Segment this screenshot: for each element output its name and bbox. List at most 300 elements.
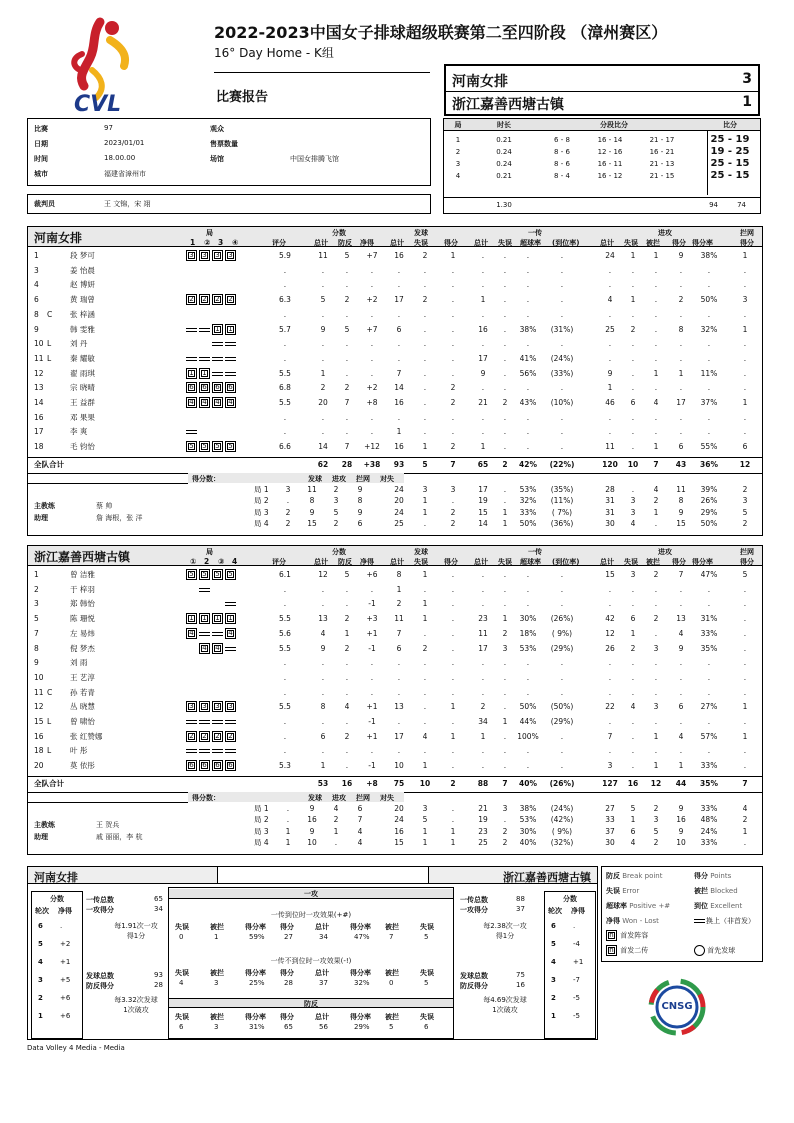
legend-sub: 换上（非首发） — [706, 917, 755, 925]
stat-spts: 2 — [450, 383, 456, 393]
stat-rpos: 41% — [519, 353, 537, 363]
stat-spts: . — [451, 599, 455, 609]
away-rec-pts-label: 一攻得分 — [460, 906, 488, 914]
stat-spts: . — [451, 427, 455, 437]
points-col: 对失 — [380, 793, 394, 802]
stat-rexc: . — [560, 584, 564, 594]
sub-marker-icon — [212, 372, 223, 376]
sideout-title: 一攻 — [169, 889, 453, 899]
set-points: . — [286, 803, 290, 813]
stat-rpos: 100% — [517, 731, 539, 741]
date-label: 日期 — [34, 140, 48, 148]
starter-marker-icon — [212, 701, 223, 712]
sideout-val: 47% — [354, 933, 370, 941]
stat-pwl: . — [370, 412, 374, 422]
starter-marker-icon — [186, 569, 197, 580]
stat-pwl: +8 — [366, 398, 378, 407]
sideout-val: 5 — [389, 1023, 394, 1031]
legend-exc-en: Excellent — [710, 902, 743, 910]
starter-marker-icon — [212, 731, 223, 742]
stat-apct: 50% — [700, 519, 718, 529]
player-rating: . — [283, 427, 287, 437]
legend-pts-en: Points — [710, 872, 732, 880]
set-cell: 3 — [455, 160, 461, 168]
set-points: . — [286, 815, 290, 825]
player-name: 孙 若青 — [70, 687, 95, 697]
stat-rexc: (24%) — [550, 353, 574, 363]
stat-apct: 33% — [700, 628, 718, 638]
stat-serr: . — [423, 412, 427, 422]
stat-blk: . — [743, 427, 747, 437]
stat-aerr: . — [631, 265, 635, 275]
stat-pwl: . — [370, 368, 374, 378]
sideout-hdr: 失误 — [420, 1013, 434, 1021]
stat-atot: . — [608, 339, 612, 349]
stat-rtot: . — [481, 599, 485, 609]
sub-marker-icon — [225, 647, 236, 651]
home-rec-total-label: 一传总数 — [86, 896, 114, 904]
rpos-label: 超球率 — [520, 239, 541, 247]
recep-label: 一传 — [528, 548, 542, 556]
team-total-row — [28, 777, 764, 791]
player-rating: . — [283, 746, 287, 756]
legend-wl: 净得 — [606, 917, 620, 925]
stat-rtot: . — [481, 761, 485, 771]
stat-rpos: . — [526, 265, 530, 275]
stat-rerr: . — [503, 427, 507, 437]
stat-stot: 75 — [393, 778, 405, 788]
player-number: 16 — [34, 731, 44, 741]
summary-away-name: 浙江嘉善西塘古镇 — [503, 871, 591, 884]
stat-apts: . — [679, 717, 683, 726]
stat-aerr: 6 — [630, 826, 636, 836]
starter-marker-icon — [186, 441, 197, 452]
stat-stot: 15 — [394, 838, 404, 848]
start-position: 5 — [215, 570, 220, 578]
wl-label: 净得 — [360, 239, 374, 247]
rotation-number: 3 — [551, 976, 556, 984]
stat-pbp: 2 — [344, 731, 350, 741]
player-row — [28, 367, 764, 381]
set-final-score: 25 - 19 — [710, 134, 750, 145]
stat-stot: . — [397, 658, 401, 668]
stat-rtot: 14 — [478, 519, 488, 529]
stat-pbp: . — [345, 427, 349, 437]
venue: 中国女排腾飞馆 — [290, 155, 339, 163]
starter-marker-icon — [225, 613, 236, 624]
set-points: 9 — [309, 826, 315, 836]
player-name: 赵 博妍 — [70, 280, 95, 290]
stat-spts: . — [451, 717, 455, 726]
starter-marker-icon — [199, 613, 210, 624]
referee-label: 裁判员 — [34, 200, 55, 208]
stat-blk: . — [743, 599, 747, 609]
start-position: 6 — [202, 761, 207, 770]
home-rec-note2: 得1分 — [126, 932, 146, 940]
stat-rpos: 38% — [519, 324, 537, 334]
stat-atot: 127 — [602, 778, 618, 788]
stat-rpos: 32% — [519, 496, 537, 506]
stat-spts: . — [451, 309, 455, 319]
sideout-val: 1 — [214, 933, 219, 941]
stat-apct: 38% — [700, 251, 718, 260]
sideout-val: 7 — [389, 933, 394, 941]
points-by-label: 得分数： — [192, 793, 220, 802]
starter-marker-icon — [199, 250, 210, 261]
home-srv-pts: 28 — [154, 981, 163, 989]
stat-rexc: . — [560, 427, 564, 437]
sets-label: 局 — [206, 229, 213, 237]
player-rating: 5.3 — [279, 761, 291, 771]
stat-rexc: (22%) — [549, 459, 575, 469]
stat-apts: . — [679, 687, 683, 697]
stat-apts: . — [679, 599, 683, 609]
stat-pwl: +3 — [366, 614, 378, 624]
set-points: 2 — [333, 519, 339, 529]
stat-rerr: . — [503, 383, 507, 393]
stat-stot: . — [397, 687, 401, 697]
stat-pwl: +12 — [364, 442, 380, 452]
start-position: 1 — [202, 368, 207, 377]
rotation-number: 6 — [38, 922, 43, 930]
starter-marker-icon — [186, 294, 197, 305]
divider — [28, 483, 188, 484]
player-rating: 6.1 — [279, 570, 291, 579]
stat-rtot: . — [481, 280, 485, 290]
stat-ablk: 3 — [653, 643, 659, 653]
stat-pbp: . — [345, 368, 349, 378]
stat-ablk: . — [654, 324, 658, 334]
start-position: 5 — [228, 442, 233, 451]
set-num: 1 — [190, 238, 196, 247]
stat-serr: 10 — [419, 778, 431, 788]
start-position: 2 — [228, 731, 233, 740]
sideout-val: 56 — [319, 1023, 328, 1031]
stat-pbp: . — [345, 687, 349, 697]
points-label: 分数 — [332, 229, 346, 237]
stat-atot: 3 — [607, 761, 613, 771]
set-points: 4 — [357, 826, 363, 836]
stat-rtot: . — [481, 687, 485, 697]
sideout-val: 5 — [424, 933, 429, 941]
player-name: 陈 珊悦 — [70, 614, 95, 624]
stat-rtot: 1 — [480, 442, 486, 452]
stat-ablk: 1 — [653, 442, 659, 452]
stat-rtot: 16 — [478, 324, 488, 334]
stat-ablk: . — [654, 628, 658, 638]
starter-marker-icon — [186, 760, 197, 771]
band — [188, 473, 404, 483]
set-num: 4 — [232, 557, 238, 566]
stat-ablk: 2 — [653, 496, 659, 506]
away-srv-pts: 16 — [516, 981, 525, 989]
home-rot-h2: 净得 — [58, 907, 72, 915]
sideout-hdr: 失误 — [420, 923, 434, 931]
stat-rtot: . — [481, 427, 485, 437]
city-label: 城市 — [34, 170, 48, 178]
stat-ablk: 2 — [653, 614, 659, 624]
starter-marker-icon — [212, 324, 223, 335]
stat-spts: . — [451, 815, 455, 825]
stat-atot: 31 — [605, 507, 615, 517]
stat-spts: . — [451, 746, 455, 756]
player-name: 邓 果果 — [70, 412, 95, 422]
sub-marker-icon — [212, 342, 223, 346]
player-rating: . — [283, 599, 287, 609]
stat-apct: 33% — [700, 838, 718, 848]
stat-apct: 55% — [700, 442, 718, 452]
stat-rerr: . — [503, 687, 507, 697]
stat-apts: . — [679, 412, 683, 422]
rating-label: 评分 — [272, 558, 286, 566]
stat-atot: 33 — [605, 815, 615, 825]
stat-ablk: 2 — [653, 838, 659, 848]
sub-marker-icon — [694, 919, 705, 923]
stat-apts: . — [679, 265, 683, 275]
stot-label: 总计 — [390, 239, 404, 247]
stat-serr: . — [423, 339, 427, 349]
footer-text: Data Volley 4 Media - Media — [27, 1044, 125, 1052]
starter-marker-icon — [199, 643, 210, 654]
stat-serr: 3 — [422, 803, 428, 813]
home-srv-total-label: 发球总数 — [86, 972, 114, 980]
sub-marker-icon — [212, 749, 223, 753]
rotation-number: 1 — [38, 1012, 43, 1020]
away-srv-total: 75 — [516, 971, 525, 979]
player-rating: . — [283, 412, 287, 422]
set-label: 局 3 — [254, 507, 269, 517]
starter-marker-icon — [225, 569, 236, 580]
stat-rerr: . — [503, 368, 507, 378]
starter-marker-icon — [212, 441, 223, 452]
stat-serr: . — [423, 383, 427, 393]
stat-ptot: . — [321, 672, 325, 682]
sideout-hdr: 失误 — [175, 923, 189, 931]
stat-pbp: 4 — [344, 702, 350, 712]
start-position: 6 — [189, 383, 194, 392]
stat-pwl: -1 — [368, 717, 376, 726]
starter-marker-icon — [212, 643, 223, 654]
player-rating: . — [283, 658, 287, 668]
player-row — [28, 308, 764, 322]
stat-rpos: . — [526, 339, 530, 349]
stat-rerr: . — [503, 484, 507, 494]
rotation-number: 5 — [551, 940, 556, 948]
stat-atot: 1 — [607, 383, 613, 393]
stat-ptot: . — [321, 658, 325, 668]
rotation-number: 1 — [551, 1012, 556, 1020]
stat-atot: . — [608, 672, 612, 682]
org-logo-text: CNSG — [661, 1001, 693, 1012]
player-name: 李 爽 — [70, 427, 88, 437]
stat-stot: 10 — [394, 761, 404, 771]
legend-starter: 首发阵容 — [620, 931, 649, 940]
legend-blk: 被拦 — [694, 887, 708, 895]
serve-label: 发球 — [414, 229, 428, 237]
stat-spts: . — [451, 570, 455, 579]
spts-label: 得分 — [444, 558, 458, 566]
player-number: 1 — [34, 570, 39, 579]
stat-rpos: 30% — [519, 826, 537, 836]
first-serve-icon — [694, 945, 705, 956]
stat-serr: 1 — [422, 761, 428, 771]
sideout-val: 32% — [354, 979, 370, 987]
set-cell: 8 - 6 — [554, 160, 570, 168]
stat-aerr: . — [631, 427, 635, 437]
set-num: 3 — [218, 238, 224, 247]
stat-apct: . — [707, 672, 711, 682]
stat-rpos: . — [526, 687, 530, 697]
player-rating: 5.5 — [279, 702, 291, 712]
stat-serr: 1 — [422, 442, 428, 452]
stat-ablk: 1 — [653, 731, 659, 741]
stat-blk: 2 — [742, 484, 748, 494]
stat-atot: 31 — [605, 496, 615, 506]
stat-ablk: 12 — [650, 778, 662, 788]
stat-pbp: 5 — [344, 570, 350, 579]
start-position: 2 — [189, 295, 194, 304]
player-rating: . — [283, 339, 287, 349]
stat-rpos: 43% — [519, 398, 537, 407]
player-number: 8 — [34, 643, 39, 653]
stat-rpos: 56% — [519, 368, 537, 378]
venue-label: 场馆 — [210, 155, 224, 163]
stat-aerr: 3 — [630, 570, 636, 579]
stat-apts: 9 — [678, 643, 684, 653]
rotation-net: -5 — [573, 994, 580, 1002]
stat-pwl: -1 — [368, 599, 376, 609]
stat-aerr: . — [631, 717, 635, 726]
stat-atot: 46 — [605, 398, 615, 407]
stat-pbp: 5 — [344, 324, 350, 334]
sub-marker-icon — [225, 720, 236, 724]
rotation-number: 2 — [551, 994, 556, 1002]
stat-ptot: 2 — [320, 383, 326, 393]
tot-label: 总计 — [314, 239, 328, 247]
stat-stot: . — [397, 746, 401, 756]
stat-aerr: 4 — [630, 838, 636, 848]
set-label: 局 2 — [254, 815, 269, 825]
start-position: 3 — [189, 251, 194, 259]
stat-apct: . — [707, 280, 711, 290]
player-row — [28, 411, 764, 425]
stat-aerr: 2 — [630, 643, 636, 653]
set-points: 9 — [309, 507, 315, 517]
player-row — [28, 425, 764, 439]
stat-ptot: . — [321, 687, 325, 697]
bp-label: 防反 — [338, 239, 352, 247]
stat-pbp: . — [345, 412, 349, 422]
stat-ablk: . — [654, 265, 658, 275]
set-points: 2 — [285, 507, 291, 517]
stat-apct: 35% — [700, 778, 718, 788]
sub-marker-icon — [199, 357, 210, 361]
stat-pbp: . — [345, 746, 349, 756]
player-number: 12 — [34, 368, 44, 378]
stat-ablk: . — [654, 427, 658, 437]
stat-apts: 13 — [676, 614, 686, 624]
start-position: 3 — [215, 251, 220, 259]
player-rating: 5.5 — [279, 614, 291, 624]
stat-rpos: . — [526, 761, 530, 771]
sideout-val: 29% — [354, 1023, 370, 1031]
set-points: 2 — [333, 484, 339, 494]
stat-ablk: 3 — [653, 815, 659, 825]
stat-pwl: . — [370, 265, 374, 275]
stat-blk: . — [743, 339, 747, 349]
stat-apct: 47% — [700, 570, 718, 579]
legend-first-serve: 首先发球 — [707, 946, 736, 955]
stat-aerr: . — [631, 584, 635, 594]
start-position: 3 — [228, 251, 233, 259]
stat-stot: . — [397, 265, 401, 275]
stat-aerr: . — [631, 442, 635, 452]
stat-ablk: . — [654, 519, 658, 529]
player-name: 叶 彤 — [70, 746, 88, 756]
stat-spts: 7 — [450, 459, 456, 469]
starter-marker-icon — [225, 628, 236, 639]
stat-rpos: 50% — [519, 702, 537, 712]
starter-marker-icon — [199, 569, 210, 580]
legend-box — [601, 866, 763, 962]
set-points: 9 — [309, 803, 315, 813]
player-number: 8 — [34, 309, 39, 319]
stat-atot: 30 — [605, 838, 615, 848]
legend-pos: 超球率 — [606, 902, 627, 910]
set-num: 2 — [204, 557, 210, 566]
stat-rerr: 2 — [502, 838, 508, 848]
start-position: 2 — [215, 731, 220, 740]
stat-rerr: . — [503, 339, 507, 349]
player-number: 20 — [34, 761, 44, 771]
stat-rexc: . — [560, 731, 564, 741]
stat-serr: . — [423, 398, 427, 407]
points-col: 进攻 — [332, 474, 346, 483]
spts-label: 得分 — [444, 239, 458, 247]
stat-pwl: . — [370, 339, 374, 349]
stat-atot: 30 — [605, 519, 615, 529]
set-header: 局 — [454, 121, 462, 129]
player-row — [28, 715, 764, 729]
player-role: L — [47, 746, 52, 756]
player-number: 10 — [34, 672, 44, 682]
player-row — [28, 293, 764, 307]
stat-apts: . — [679, 672, 683, 682]
stat-rtot: . — [481, 265, 485, 275]
stat-serr: . — [423, 519, 427, 529]
stat-rtot: . — [481, 746, 485, 756]
stat-pwl: . — [370, 353, 374, 363]
home-team-stats — [27, 226, 763, 536]
stat-apct: 33% — [700, 761, 718, 771]
stat-atot: 26 — [605, 643, 615, 653]
stat-rpos: . — [526, 599, 530, 609]
stat-apts: . — [679, 280, 683, 290]
stat-rtot: 19 — [478, 815, 488, 825]
start-position: 5 — [215, 442, 220, 451]
starter-marker-icon — [186, 250, 197, 261]
stat-rtot: . — [481, 339, 485, 349]
stat-apts: 8 — [678, 324, 684, 334]
stat-serr: 3 — [422, 484, 428, 494]
stat-stot: 16 — [394, 251, 404, 260]
stat-blk: 2 — [742, 519, 748, 529]
stat-atot: 7 — [607, 731, 613, 741]
set-cell: 16 - 12 — [597, 172, 623, 180]
stat-rerr: 2 — [502, 398, 508, 407]
player-row — [28, 278, 764, 292]
stat-rexc: . — [560, 658, 564, 668]
